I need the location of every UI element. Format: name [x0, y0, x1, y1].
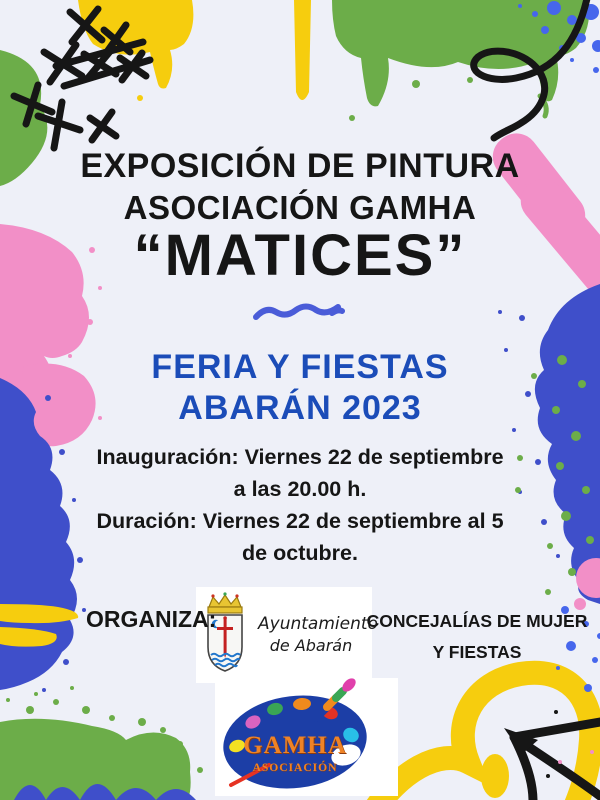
paint-blob-yellow-bottom	[481, 754, 509, 798]
paint-speck-green	[349, 115, 355, 121]
gamha-logo-box	[215, 678, 398, 796]
festival-title-line1: FERIA Y FIESTAS	[151, 348, 449, 386]
gamha-logo-name: GAMHA	[243, 732, 347, 759]
townhall-name-line1: Ayuntamiento	[258, 614, 378, 635]
poster-title-line2: ASOCIACIÓN GAMHA	[123, 189, 477, 226]
council-line2: Y FIESTAS	[432, 641, 522, 662]
paint-speck-green	[467, 77, 473, 83]
detail-duration-line1: Duración: Viernes 22 de septiembre al 5	[96, 509, 504, 533]
townhall-coat-of-arms-icon	[196, 591, 254, 679]
organizer-label: ORGANIZA:	[86, 606, 217, 632]
council-text	[366, 606, 588, 667]
paint-speck-yellow	[137, 95, 143, 101]
gamha-logo-subtitle: ASOCIACIÓN	[252, 762, 338, 774]
paint-splash-green-top-right	[332, 0, 589, 106]
detail-inauguration-line2: a las 20.00 h.	[233, 477, 367, 501]
poster-title-line3: “MATICES”	[133, 223, 467, 288]
squiggle-divider	[250, 297, 345, 327]
detail-inauguration-line1: Inauguración: Viernes 22 de septiembre	[96, 445, 504, 469]
council-line1: CONCEJALÍAS DE MUJER	[366, 611, 588, 631]
townhall-name	[258, 614, 378, 655]
festival-title-line2: ABARÁN 2023	[178, 389, 422, 427]
paint-drip-yellow-top-center	[294, 0, 311, 100]
townhall-logo-box	[196, 587, 378, 683]
townhall-name-line2: de Abarán	[269, 635, 353, 655]
detail-duration-line2: de octubre.	[242, 541, 358, 565]
paint-speck-green	[412, 80, 420, 88]
poster-title-line1: EXPOSICIÓN DE PINTURA	[80, 147, 520, 185]
